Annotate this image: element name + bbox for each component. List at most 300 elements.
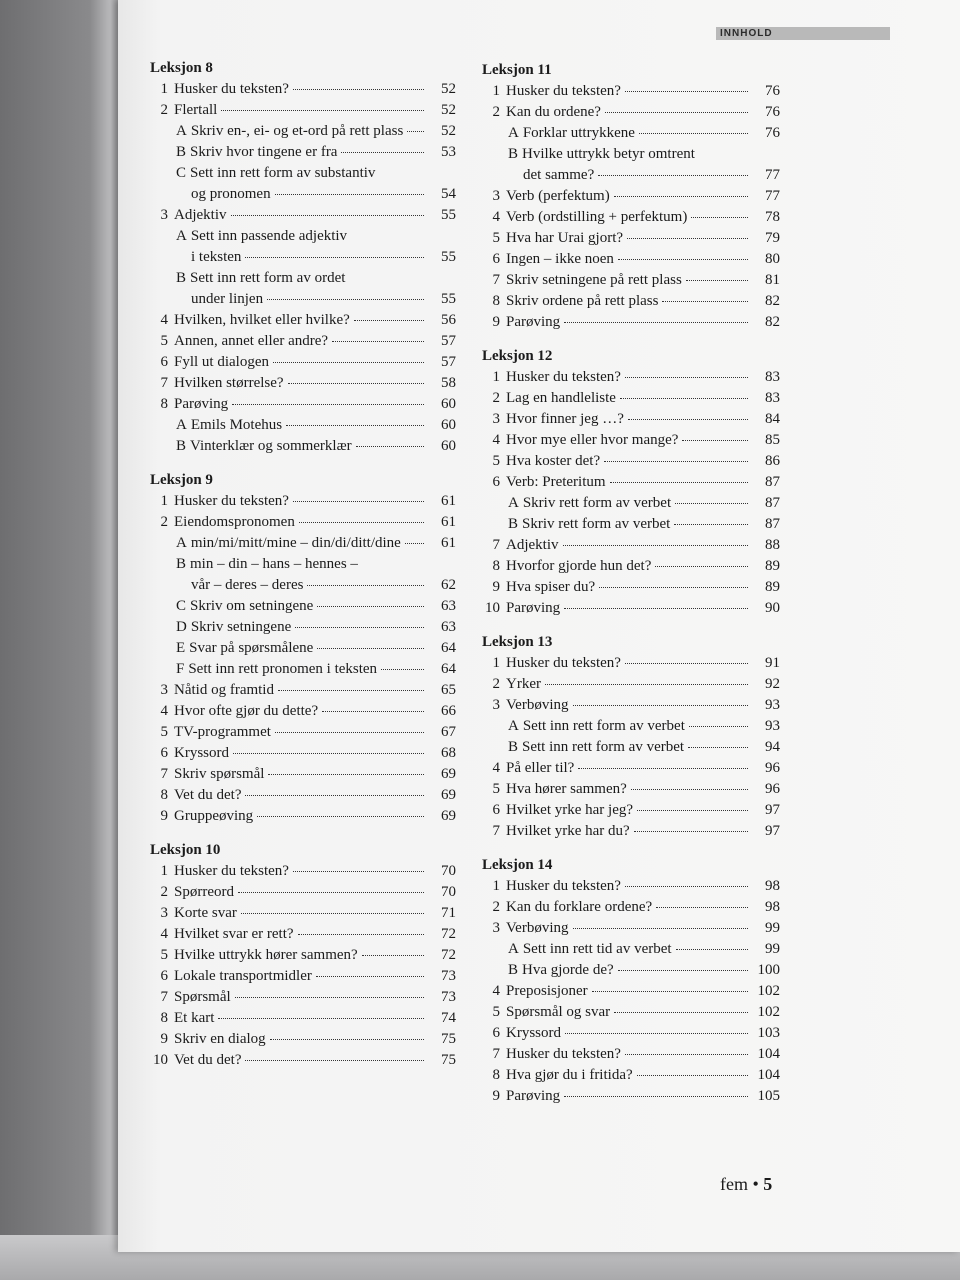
leader-dots: [245, 1059, 424, 1061]
toc-entry: [482, 1023, 780, 1044]
entry-page: 83: [765, 390, 780, 406]
leader-dots: [688, 746, 748, 748]
entry-page: 97: [765, 802, 780, 818]
toc-entry: [150, 310, 456, 331]
entry-letter: A: [176, 123, 187, 139]
entry-title: Kryssord: [174, 745, 229, 761]
entry-title: Sett inn rett form av verbet: [522, 739, 685, 755]
leader-dots: [270, 1038, 424, 1040]
toc-entry: [150, 142, 456, 163]
entry-number: 2: [492, 104, 500, 120]
entry-title: min/mi/mitt/mine – din/di/ditt/dine: [190, 535, 401, 551]
entry-title: Spørsmål: [174, 989, 231, 1005]
leader-dots: [625, 376, 748, 378]
leader-dots: [362, 954, 424, 956]
entry-title: Husker du teksten?: [506, 878, 621, 894]
toc-entry: [482, 291, 780, 312]
leader-dots: [317, 605, 424, 607]
section-title: Leksjon 14: [482, 857, 553, 873]
entry-letter: B: [508, 516, 519, 532]
entry-title: i teksten: [191, 249, 242, 265]
entry-title: min – din – hans – hennes –: [190, 556, 358, 572]
book-page: [118, 0, 960, 1252]
leader-dots: [689, 725, 748, 727]
entry-page: 67: [441, 724, 456, 740]
leader-dots: [405, 542, 424, 544]
entry-letter: B: [176, 144, 187, 160]
entry-title: Sett inn rett form av substantiv: [190, 165, 376, 181]
leader-dots: [356, 445, 424, 447]
leader-dots: [235, 996, 424, 998]
entry-page: 63: [441, 598, 456, 614]
leader-dots: [245, 256, 424, 258]
toc-entry: [482, 102, 780, 123]
leader-dots: [662, 300, 748, 302]
toc-entry: [150, 436, 456, 457]
entry-letter: B: [176, 438, 187, 454]
entry-title: og pronomen: [191, 186, 271, 202]
entry-page: 81: [765, 272, 780, 288]
leader-dots: [637, 1074, 748, 1076]
leader-dots: [592, 990, 748, 992]
leader-dots: [676, 948, 748, 950]
leader-dots: [605, 111, 748, 113]
leader-dots: [275, 731, 424, 733]
entry-title: Hvor finner jeg …?: [506, 411, 624, 427]
entry-letter: E: [176, 640, 186, 656]
entry-page: 68: [441, 745, 456, 761]
entry-number: 7: [160, 766, 168, 782]
toc-section: [482, 60, 780, 333]
leader-dots: [286, 424, 424, 426]
leader-dots: [620, 397, 748, 399]
leader-dots: [614, 195, 748, 197]
entry-page: 52: [441, 81, 456, 97]
leader-dots: [573, 927, 749, 929]
toc-entry: [150, 882, 456, 903]
entry-number: 6: [160, 968, 168, 984]
entry-title: Husker du teksten?: [506, 655, 621, 671]
entry-page: 57: [441, 354, 456, 370]
entry-number: 1: [492, 655, 500, 671]
entry-title: Hvilket yrke har jeg?: [506, 802, 634, 818]
entry-number: 8: [160, 1010, 168, 1026]
entry-title: Yrker: [506, 676, 541, 692]
entry-number: 1: [160, 863, 168, 879]
entry-title: Annen, annet eller andre?: [174, 333, 329, 349]
entry-letter: B: [176, 556, 187, 572]
entry-number: 5: [492, 230, 500, 246]
entry-page: 55: [441, 207, 456, 223]
toc-entry: [150, 79, 456, 100]
entry-page: 79: [765, 230, 780, 246]
entry-title: Skriv spørsmål: [174, 766, 265, 782]
entry-number: 4: [492, 432, 500, 448]
entry-title: Hvilket svar er rett?: [174, 926, 294, 942]
entry-title: Nåtid og framtid: [174, 682, 274, 698]
leader-dots: [238, 891, 424, 893]
toc-entry: [482, 312, 780, 333]
entry-page: 98: [765, 878, 780, 894]
entry-page: 86: [765, 453, 780, 469]
toc-entry: [482, 493, 780, 514]
entry-page: 70: [441, 884, 456, 900]
entry-number: 2: [492, 390, 500, 406]
toc-entry: [150, 247, 456, 268]
entry-title: Adjektiv: [174, 207, 227, 223]
entry-number: 7: [492, 537, 500, 553]
leader-dots: [565, 1032, 748, 1034]
entry-page: 93: [765, 718, 780, 734]
entry-page: 103: [757, 1025, 780, 1041]
entry-title: Spørsmål og svar: [506, 1004, 611, 1020]
entry-title: Kan du forklare ordene?: [506, 899, 653, 915]
entry-title: Hva hører sammen?: [506, 781, 627, 797]
toc-entry: [482, 451, 780, 472]
toc-entry: [150, 785, 456, 806]
toc-entry: [482, 674, 780, 695]
entry-title: Verbøving: [506, 697, 569, 713]
toc-entry: [482, 1044, 780, 1065]
toc-entry: [482, 716, 780, 737]
entry-number: 6: [160, 745, 168, 761]
toc-entry: [150, 205, 456, 226]
toc-entry: [482, 228, 780, 249]
leader-dots: [273, 361, 424, 363]
toc-entry: [150, 352, 456, 373]
toc-entry: [482, 186, 780, 207]
entry-title: Hvor ofte gjør du dette?: [174, 703, 319, 719]
toc-column-left: [150, 58, 456, 1084]
entry-page: 83: [765, 369, 780, 385]
toc-entry: [482, 472, 780, 493]
toc-entry: [150, 924, 456, 945]
leader-dots: [288, 382, 424, 384]
toc-entry: [150, 394, 456, 415]
toc-entry: [482, 144, 780, 165]
entry-letter: C: [176, 598, 187, 614]
leader-dots: [639, 132, 748, 134]
entry-page: 88: [765, 537, 780, 553]
entry-page: 62: [441, 577, 456, 593]
toc-entry: [482, 960, 780, 981]
leader-dots: [564, 321, 748, 323]
leader-dots: [637, 809, 748, 811]
entry-page: 61: [441, 514, 456, 530]
entry-page: 77: [765, 167, 780, 183]
entry-title: Sett inn rett form av verbet: [522, 718, 685, 734]
toc-entry: [150, 659, 456, 680]
entry-title: Parøving: [506, 600, 561, 616]
entry-page: 92: [765, 676, 780, 692]
entry-number: 6: [492, 474, 500, 490]
entry-page: 91: [765, 655, 780, 671]
entry-page: 76: [765, 125, 780, 141]
leader-dots: [241, 912, 424, 914]
entry-page: 74: [441, 1010, 456, 1026]
entry-page: 96: [765, 760, 780, 776]
toc-section: [482, 346, 780, 619]
entry-page: 63: [441, 619, 456, 635]
leader-dots: [231, 214, 425, 216]
entry-number: 2: [160, 884, 168, 900]
toc-entry: [150, 100, 456, 121]
leader-dots: [307, 584, 424, 586]
entry-page: 56: [441, 312, 456, 328]
entry-letter: C: [176, 165, 187, 181]
entry-number: 8: [492, 293, 500, 309]
entry-title: TV-programmet: [174, 724, 271, 740]
entry-page: 54: [441, 186, 456, 202]
entry-page: 57: [441, 333, 456, 349]
entry-page: 64: [441, 640, 456, 656]
entry-page: 99: [765, 941, 780, 957]
entry-title: Hva spiser du?: [506, 579, 596, 595]
leader-dots: [316, 975, 424, 977]
entry-number: 4: [492, 760, 500, 776]
entry-number: 6: [160, 354, 168, 370]
leader-dots: [221, 109, 424, 111]
entry-page: 69: [441, 766, 456, 782]
leader-dots: [332, 340, 424, 342]
toc-entry: [482, 249, 780, 270]
entry-number: 4: [160, 703, 168, 719]
entry-number: 7: [160, 375, 168, 391]
entry-number: 5: [492, 781, 500, 797]
entry-title: Hvilke uttrykk hører sammen?: [174, 947, 358, 963]
entry-number: 3: [492, 188, 500, 204]
leader-dots: [545, 683, 748, 685]
entry-letter: A: [176, 228, 187, 244]
section-title: Leksjon 11: [482, 62, 552, 78]
page-bullet: •: [752, 1174, 759, 1194]
toc-entry: [150, 987, 456, 1008]
toc-entry: [482, 800, 780, 821]
entry-title: Lokale transportmidler: [174, 968, 312, 984]
running-header-label: INNHOLD: [720, 28, 773, 39]
entry-page: 66: [441, 703, 456, 719]
leader-dots: [618, 969, 748, 971]
section-title: Leksjon 10: [150, 842, 221, 858]
entry-page: 102: [757, 983, 780, 999]
toc-entry: [150, 638, 456, 659]
entry-title: Husker du teksten?: [174, 493, 289, 509]
entry-title: Verb: Preteritum: [506, 474, 606, 490]
entry-letter: B: [508, 739, 519, 755]
entry-title: Hvilken størrelse?: [174, 375, 284, 391]
toc-entry: [482, 1065, 780, 1086]
leader-dots: [631, 788, 748, 790]
entry-letter: A: [508, 495, 519, 511]
entry-page: 87: [765, 474, 780, 490]
entry-page: 87: [765, 495, 780, 511]
entry-number: 3: [492, 411, 500, 427]
entry-letter: B: [508, 962, 519, 978]
entry-number: 1: [160, 81, 168, 97]
toc-entry: [150, 226, 456, 247]
leader-dots: [278, 689, 424, 691]
toc-entry: [482, 918, 780, 939]
entry-page: 73: [441, 968, 456, 984]
entry-title: Hva koster det?: [506, 453, 601, 469]
leader-dots: [675, 502, 748, 504]
toc-entry: [482, 1086, 780, 1107]
toc-entry: [482, 388, 780, 409]
entry-page: 98: [765, 899, 780, 915]
leader-dots: [625, 1053, 748, 1055]
entry-letter: A: [508, 718, 519, 734]
entry-title: Hvilke uttrykk betyr omtrent: [522, 146, 695, 162]
entry-letter: A: [508, 125, 519, 141]
entry-page: 97: [765, 823, 780, 839]
entry-title: Husker du teksten?: [506, 369, 621, 385]
leader-dots: [674, 523, 748, 525]
entry-number: 2: [492, 899, 500, 915]
entry-number: 8: [492, 1067, 500, 1083]
entry-page: 85: [765, 432, 780, 448]
entry-title: Eiendomspronomen: [174, 514, 295, 530]
entry-title: Forklar uttrykkene: [522, 125, 635, 141]
toc-entry: [482, 430, 780, 451]
leader-dots: [295, 626, 424, 628]
entry-number: 4: [492, 983, 500, 999]
toc-entry: [150, 722, 456, 743]
toc-entry: [482, 367, 780, 388]
toc-entry: [150, 268, 456, 289]
entry-title: Parøving: [506, 314, 561, 330]
toc-section: [150, 470, 456, 827]
leader-dots: [628, 418, 748, 420]
leader-dots: [563, 544, 749, 546]
entry-title: Parøving: [506, 1088, 561, 1104]
entry-page: 73: [441, 989, 456, 1005]
entry-page: 76: [765, 104, 780, 120]
entry-title: Skriv ordene på rett plass: [506, 293, 659, 309]
entry-title: Skriv en-, ei- og et-ord på rett plass: [190, 123, 404, 139]
entry-page: 82: [765, 293, 780, 309]
entry-title: det samme?: [523, 167, 595, 183]
entry-page: 70: [441, 863, 456, 879]
entry-page: 100: [757, 962, 780, 978]
entry-page: 80: [765, 251, 780, 267]
toc-section: [482, 632, 780, 842]
toc-entry: [482, 514, 780, 535]
entry-page: 104: [757, 1067, 780, 1083]
entry-letter: B: [176, 270, 187, 286]
page-word: fem: [720, 1174, 748, 1194]
toc-entry: [150, 806, 456, 827]
leader-dots: [268, 773, 424, 775]
entry-number: 9: [492, 314, 500, 330]
leader-dots: [599, 586, 748, 588]
toc-entry: [150, 121, 456, 142]
entry-page: 61: [441, 535, 456, 551]
toc-entry: [150, 1029, 456, 1050]
toc-entry: [482, 779, 780, 800]
entry-number: 6: [492, 1025, 500, 1041]
toc-entry: [482, 270, 780, 291]
entry-number: 5: [492, 453, 500, 469]
entry-title: Hvor mye eller hvor mange?: [506, 432, 679, 448]
toc-entry: [150, 945, 456, 966]
entry-title: Husker du teksten?: [506, 83, 621, 99]
entry-title: Korte svar: [174, 905, 237, 921]
entry-title: Skriv setningene: [190, 619, 292, 635]
leader-dots: [354, 319, 424, 321]
entry-number: 1: [492, 83, 500, 99]
entry-title: Sett inn rett form av ordet: [190, 270, 346, 286]
entry-page: 55: [441, 291, 456, 307]
leader-dots: [691, 216, 748, 218]
leader-dots: [564, 1095, 748, 1097]
entry-page: 84: [765, 411, 780, 427]
entry-title: Vet du det?: [174, 787, 242, 803]
entry-number: 3: [492, 697, 500, 713]
toc-entry: [150, 764, 456, 785]
toc-entry: [150, 512, 456, 533]
entry-page: 77: [765, 188, 780, 204]
toc-entry: [482, 695, 780, 716]
toc-entry: [482, 535, 780, 556]
toc-entry: [482, 123, 780, 144]
entry-letter: A: [176, 535, 187, 551]
leader-dots: [218, 1017, 424, 1019]
toc-entry: [482, 165, 780, 186]
leader-dots: [627, 237, 748, 239]
entry-number: 4: [160, 312, 168, 328]
entry-title: Skriv hvor tingene er fra: [190, 144, 338, 160]
entry-number: 5: [160, 947, 168, 963]
toc-entry: [150, 966, 456, 987]
entry-title: Hva gjør du i fritida?: [506, 1067, 633, 1083]
entry-page: 93: [765, 697, 780, 713]
entry-page: 96: [765, 781, 780, 797]
section-title: Leksjon 12: [482, 348, 553, 364]
leader-dots: [564, 607, 748, 609]
leader-dots: [341, 151, 424, 153]
toc-entry: [482, 1002, 780, 1023]
entry-number: 9: [160, 808, 168, 824]
entry-letter: F: [176, 661, 185, 677]
entry-letter: A: [176, 417, 187, 433]
toc-entry: [150, 554, 456, 575]
toc-entry: [150, 743, 456, 764]
entry-title: Skriv om setningene: [190, 598, 314, 614]
toc-entry: [482, 409, 780, 430]
entry-number: 2: [160, 102, 168, 118]
entry-title: Kryssord: [506, 1025, 561, 1041]
entry-title: Kan du ordene?: [506, 104, 601, 120]
entry-title: Husker du teksten?: [506, 1046, 621, 1062]
toc-entry: [482, 939, 780, 960]
entry-number: 7: [160, 989, 168, 1005]
entry-title: Parøving: [174, 396, 229, 412]
entry-page: 89: [765, 579, 780, 595]
entry-title: Ingen – ikke noen: [506, 251, 614, 267]
entry-title: Skriv rett form av verbet: [522, 495, 672, 511]
entry-title: Hvilket yrke har du?: [506, 823, 630, 839]
entry-number: 8: [160, 396, 168, 412]
toc-entry: [150, 331, 456, 352]
entry-number: 2: [492, 676, 500, 692]
entry-number: 7: [492, 1046, 500, 1062]
leader-dots: [293, 500, 424, 502]
leader-dots: [293, 870, 424, 872]
leader-dots: [610, 481, 748, 483]
toc-entry: [482, 897, 780, 918]
entry-number: 1: [160, 493, 168, 509]
entry-page: 58: [441, 375, 456, 391]
